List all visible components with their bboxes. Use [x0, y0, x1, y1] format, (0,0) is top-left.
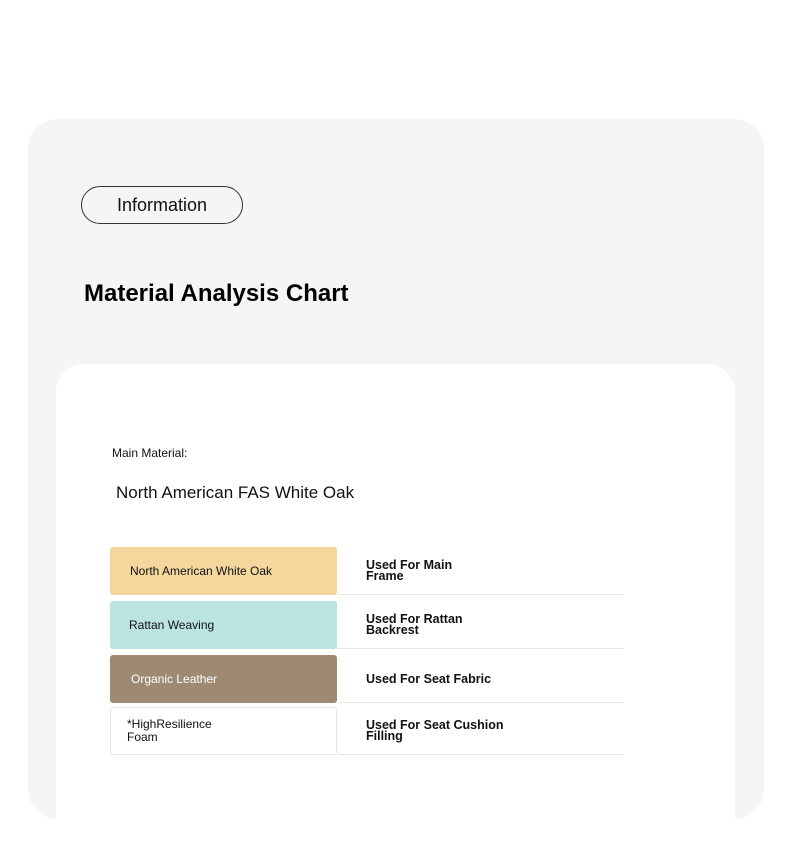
- material-use-text: Used For Main Frame: [366, 558, 453, 583]
- material-row: [110, 601, 623, 649]
- material-use-text: Used For Seat Cushion Filling: [366, 718, 504, 743]
- main-material-value: North American FAS White Oak: [116, 483, 355, 502]
- material-row: [110, 547, 623, 595]
- material-use: [366, 601, 516, 649]
- row-divider: [337, 648, 623, 649]
- material-swatch: [110, 655, 337, 703]
- information-badge-button[interactable]: Information: [81, 186, 243, 224]
- material-swatch: [110, 601, 337, 649]
- material-name: *HighResilience Foam: [127, 717, 212, 744]
- main-material-label: Main Material:: [112, 446, 188, 460]
- material-swatch: [110, 547, 337, 595]
- material-use-text: Used For Rattan Backrest: [366, 612, 463, 637]
- page-title: Material Analysis Chart: [84, 280, 349, 307]
- material-use: [366, 655, 516, 703]
- material-card: [56, 364, 735, 864]
- row-divider: [337, 594, 623, 595]
- row-divider: [337, 754, 623, 755]
- row-divider: [337, 702, 623, 703]
- material-use: [366, 547, 516, 595]
- info-panel: [28, 119, 764, 819]
- material-name: Organic Leather: [131, 671, 218, 686]
- material-name: North American White Oak: [130, 563, 273, 578]
- material-use: [366, 707, 516, 755]
- material-row: [110, 707, 623, 755]
- material-row: [110, 655, 623, 703]
- material-swatch: [110, 707, 337, 755]
- material-name: Rattan Weaving: [129, 617, 215, 632]
- material-use-text: Used For Seat Fabric: [366, 671, 492, 686]
